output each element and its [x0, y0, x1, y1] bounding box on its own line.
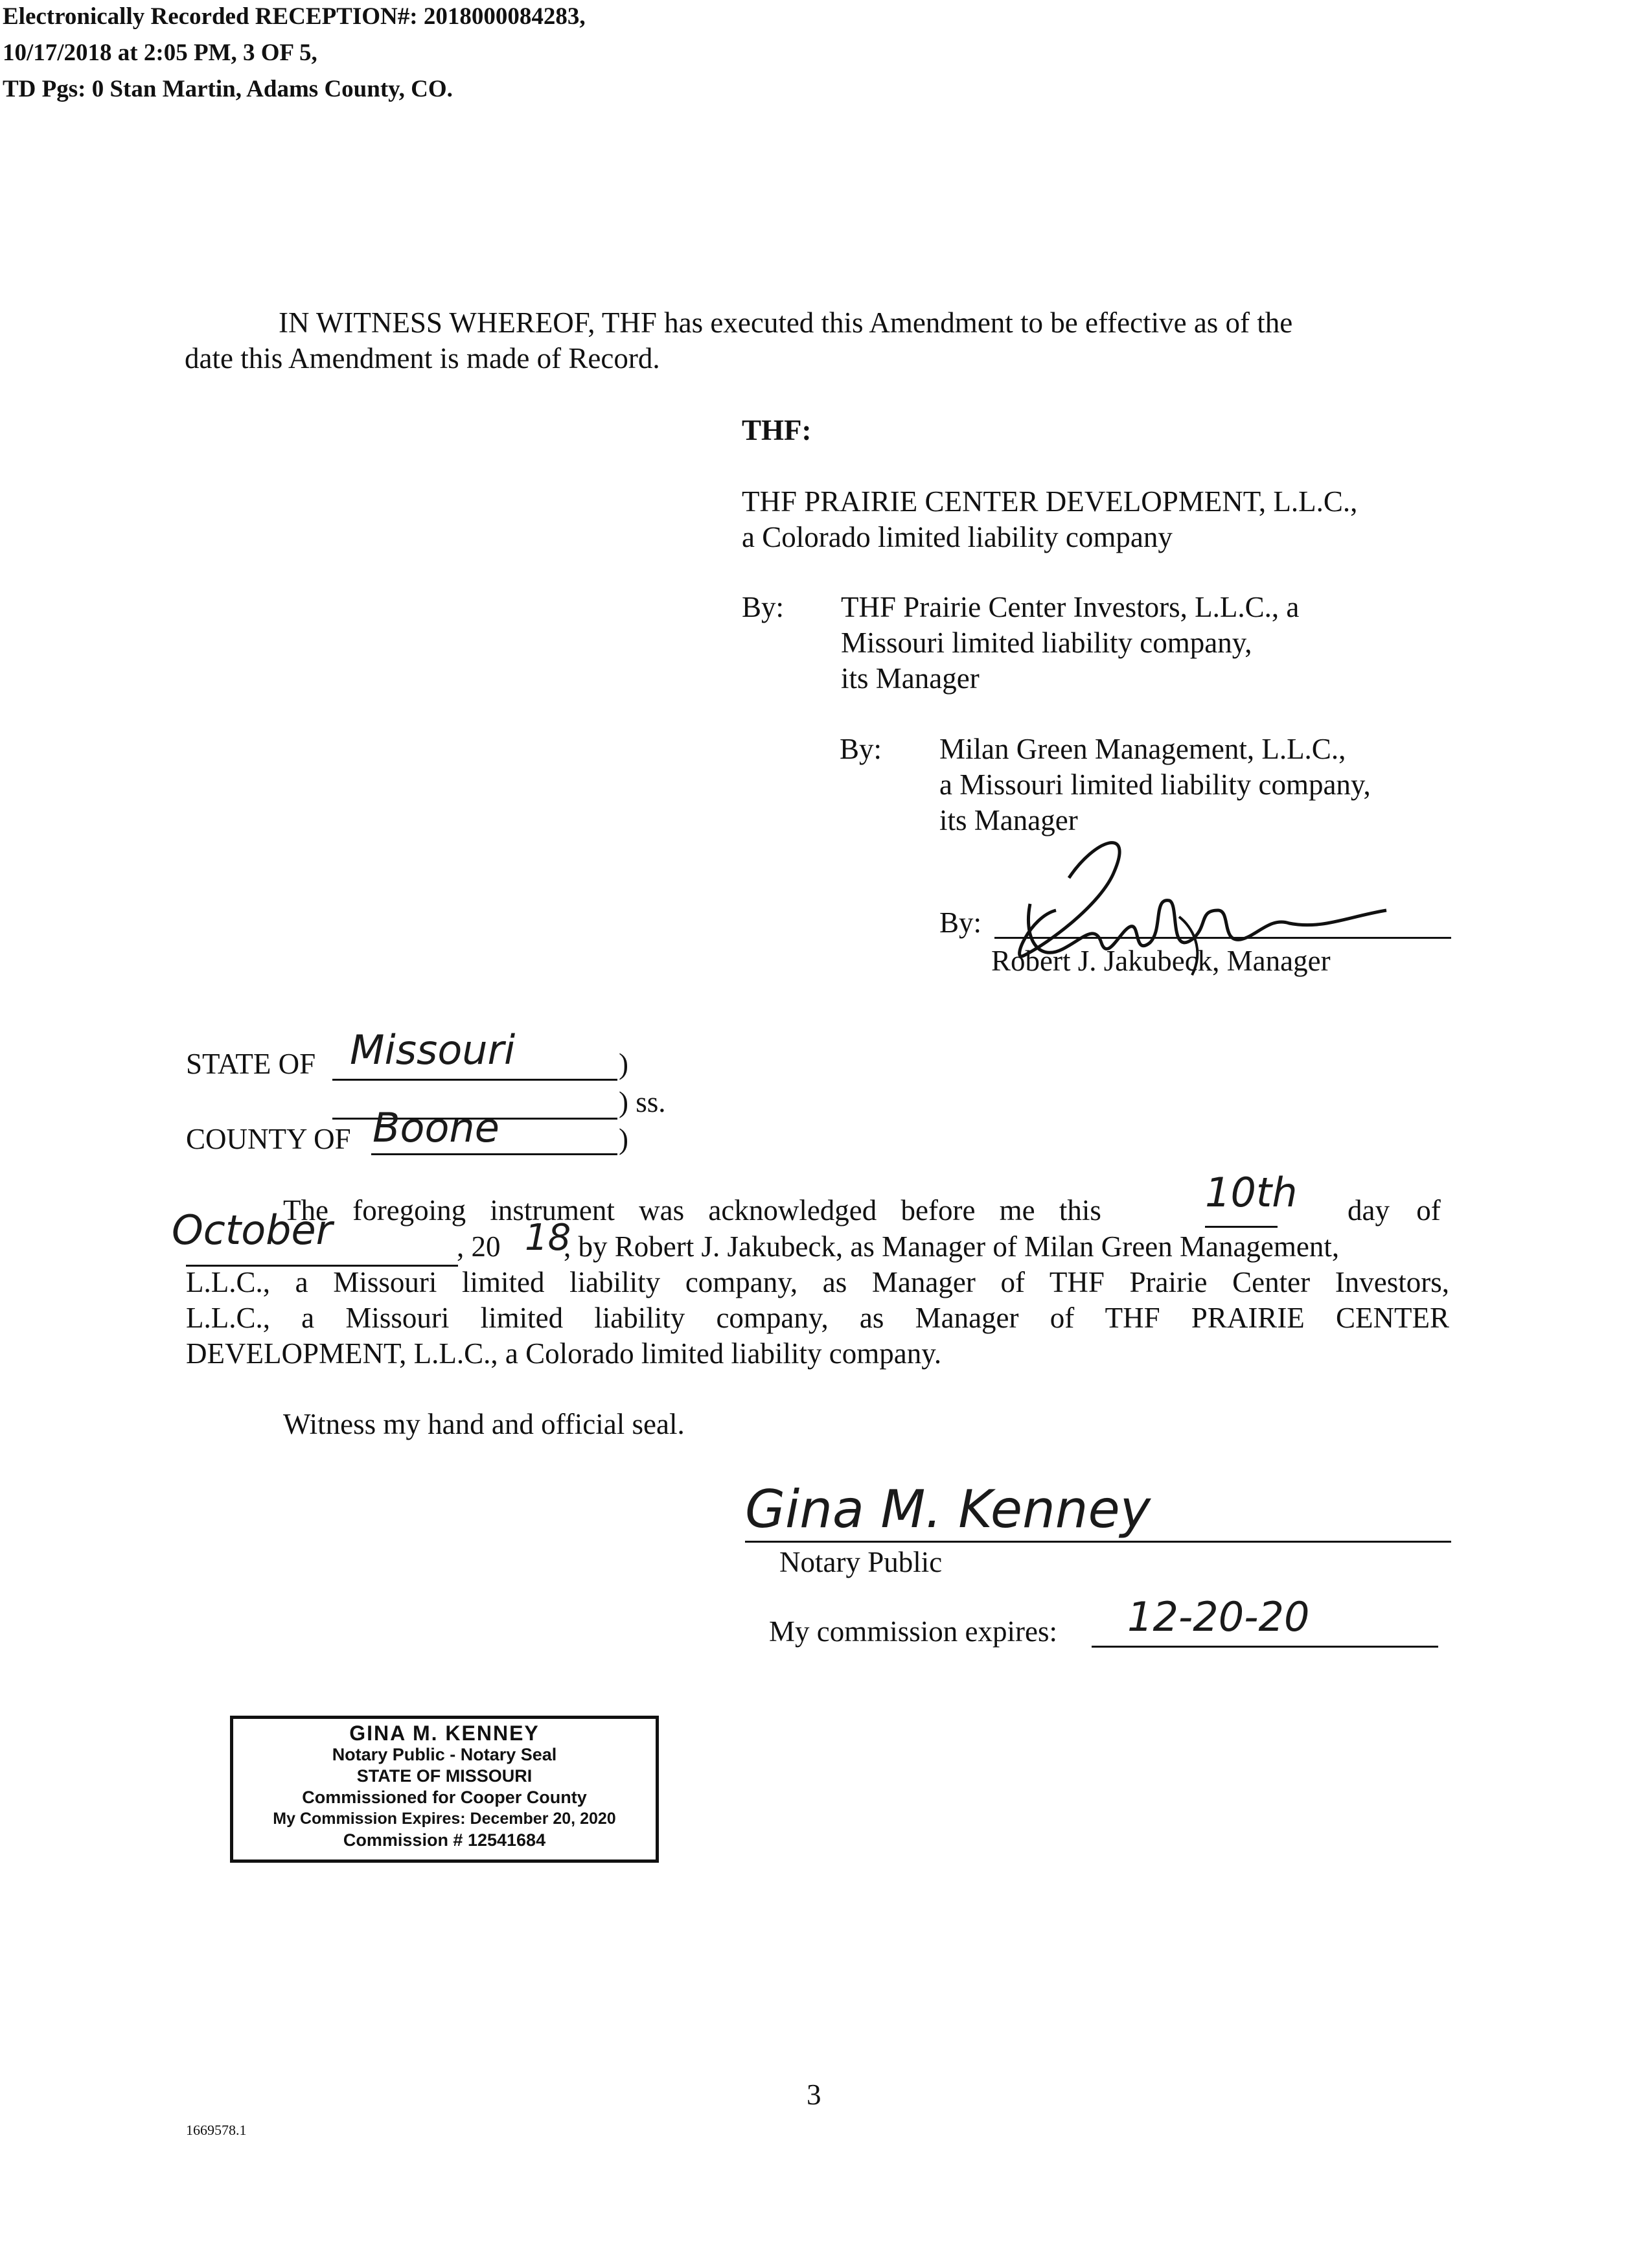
by1-line-3: its Manager — [841, 662, 980, 695]
ack-line-1-b: day of — [1348, 1194, 1441, 1226]
ack-line-4: L.L.C., a Missouri limited liability company, as Manager of THF PRAIRIE CENTER — [186, 1302, 1449, 1334]
ss-label: ) ss. — [619, 1086, 666, 1118]
by-label-2: By: — [840, 733, 882, 765]
commission-date-line — [1092, 1646, 1438, 1648]
county-label: COUNTY OF — [186, 1123, 351, 1155]
entity-name: THF PRAIRIE CENTER DEVELOPMENT, L.L.C., — [742, 485, 1358, 518]
recording-header-line-1: Electronically Recorded RECEPTION#: 2018000084283, — [3, 3, 586, 30]
ack-line-2-a: , 20 — [457, 1230, 501, 1263]
state-paren: ) — [619, 1048, 628, 1080]
county-paren: ) — [619, 1123, 628, 1155]
signer-name-title: Robert J. Jakubeck, Manager — [991, 945, 1331, 977]
seal-line-4: Commissioned for Cooper County — [302, 1788, 587, 1807]
by2-line-1: Milan Green Management, L.L.C., — [939, 733, 1346, 765]
county-handwritten-value: Boone — [373, 1104, 499, 1151]
witness-paragraph-line-2: date this Amendment is made of Record. — [185, 342, 660, 374]
commission-date-handwritten: 12-20-20 — [1127, 1593, 1310, 1641]
signature-block-label: THF: — [742, 414, 812, 446]
by2-line-2: a Missouri limited liability company, — [939, 768, 1371, 801]
notary-seal-stamp — [230, 1716, 659, 1863]
state-fill-line — [332, 1079, 617, 1081]
by-label-1: By: — [742, 591, 785, 623]
state-handwritten-value: Missouri — [350, 1026, 516, 1074]
commission-label: My commission expires: — [769, 1615, 1057, 1648]
ack-line-2-b: , by Robert J. Jakubeck, as Manager of Milan Green Management, — [564, 1230, 1340, 1263]
seal-line-2: Notary Public - Notary Seal — [332, 1745, 557, 1764]
state-label: STATE OF — [186, 1048, 316, 1080]
signer-handwritten-signature — [985, 813, 1399, 1001]
recording-header-line-3: TD Pgs: 0 Stan Martin, Adams County, CO. — [3, 76, 453, 102]
notary-signature-line — [745, 1541, 1451, 1543]
recording-header-line-2: 10/17/2018 at 2:05 PM, 3 OF 5, — [3, 40, 317, 66]
notary-title: Notary Public — [779, 1546, 943, 1578]
ack-line-3: L.L.C., a Missouri limited liability company, as Manager of THF Prairie Center Investors, — [186, 1266, 1449, 1298]
ack-line-1-a: The foregoing instrument was acknowledged before me this — [283, 1194, 1101, 1226]
by-label-3: By: — [939, 906, 982, 939]
by1-line-1: THF Prairie Center Investors, L.L.C., a — [841, 591, 1300, 623]
entity-description: a Colorado limited liability company — [742, 521, 1173, 553]
by2-line-3: its Manager — [939, 804, 1078, 836]
ack-year-handwritten: 18 — [525, 1217, 571, 1259]
ack-day-handwritten: 10th — [1205, 1169, 1298, 1216]
notary-handwritten-signature: Gina M. Kenney — [745, 1479, 1151, 1539]
seal-name: GINA M. KENNEY — [349, 1721, 540, 1745]
seal-line-5: My Commission Expires: December 20, 2020 — [273, 1810, 616, 1828]
witness-seal-text: Witness my hand and official seal. — [283, 1408, 685, 1440]
seal-line-6: Commission # 12541684 — [343, 1830, 546, 1850]
ack-line-5: DEVELOPMENT, L.L.C., a Colorado limited liability company. — [186, 1337, 942, 1370]
seal-line-3: STATE OF MISSOURI — [356, 1766, 533, 1786]
county-fill-line — [371, 1153, 617, 1155]
ack-month-handwritten: October — [172, 1206, 333, 1254]
witness-paragraph-line-1: IN WITNESS WHEREOF, THF has executed this Amendment to be effective as of the — [279, 306, 1293, 339]
page-number: 3 — [807, 2078, 821, 2111]
document-id: 1669578.1 — [186, 2122, 247, 2138]
ack-day-line — [1205, 1226, 1278, 1228]
by1-line-2: Missouri limited liability company, — [841, 627, 1252, 659]
